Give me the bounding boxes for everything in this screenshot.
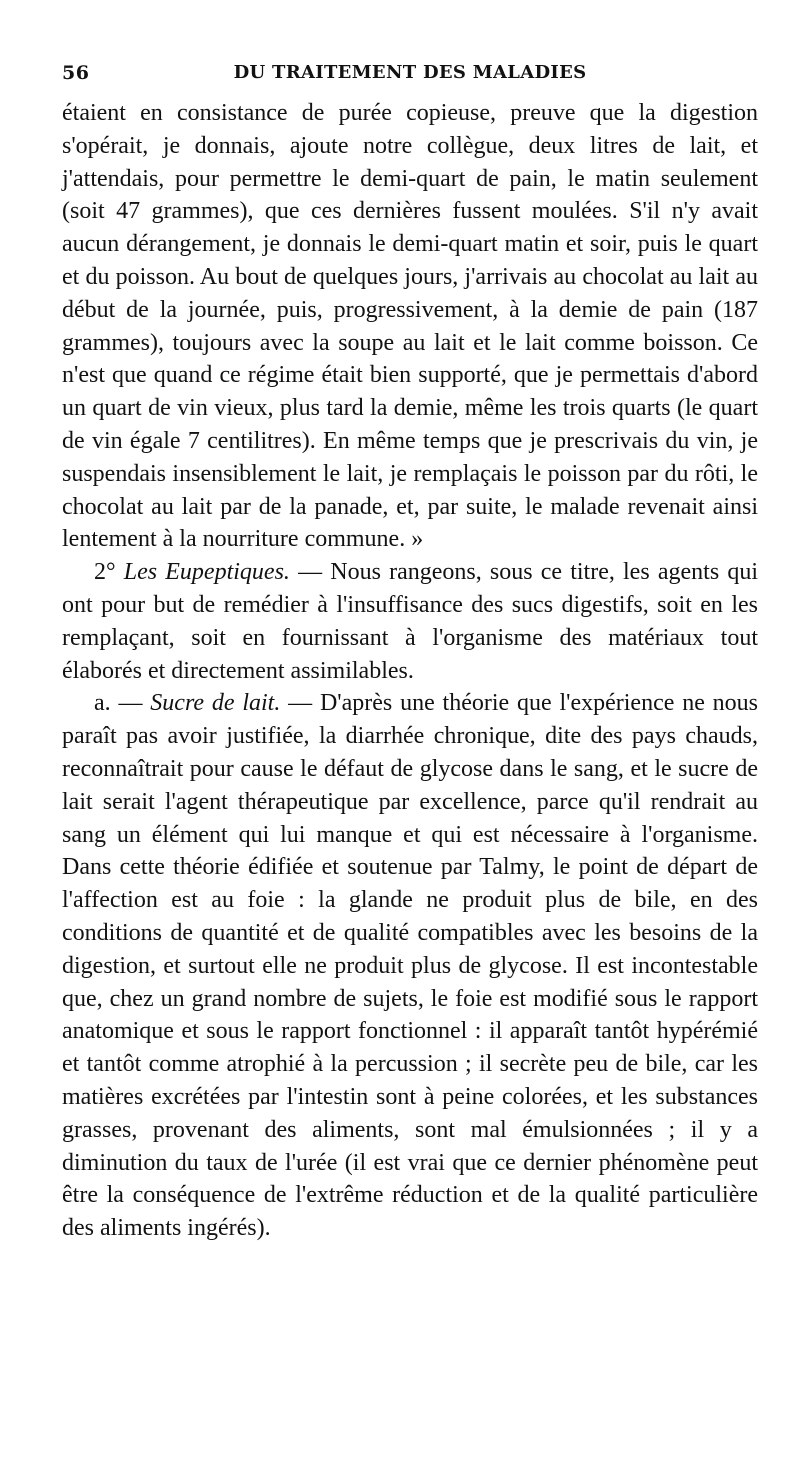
paragraph-eupeptiques xyxy=(62,556,758,687)
subsection-title: Sucre de lait. xyxy=(150,690,281,717)
paragraph-sucre-de-lait xyxy=(62,687,758,1245)
paragraph-text: — Nous rangeons, sous ce titre, les agents qui ont pour but de remédier à l'insuffisance des sucs digestifs, soit en les remplaçant, soit en fournissant à l'organisme des matériaux tout élaborés et directement assimilables. xyxy=(62,559,758,684)
subsection-letter: a. — xyxy=(94,690,151,717)
body-text xyxy=(62,97,758,1245)
running-title: DU TRAITEMENT DES MALADIES xyxy=(233,62,587,83)
paragraph-text: — D'après une théorie que l'expérience ne nous paraît pas avoir justifiée, la diarrhée chronique, dite des pays chauds, reconnaîtrait pour cause le défaut de glycose dans le sang, et le sucre de lait serait l'agent thérapeutique par excellence, parce qu'il rendrait au sang un élément qui lui manque et qui est nécessaire à l'organisme. Dans cette théorie édifiée et soutenue par Talmy, le point de départ de l'affection est au foie : la glande ne produit plus de bile, en des conditions de quantité et de qualité compatibles avec les besoins de la digestion, et surtout elle ne produit plus de glycose. Il est incontestable que, chez un grand nombre de sujets, le foie est modifié sous le rapport anatomique et sous le rapport fonctionnel : il apparaît tantôt hypérémié et tantôt comme atrophié à la percussion ; il secrète peu de bile, car les matières excrétées par l'intestin sont à peine colorées, et les substances grasses, provenant des aliments, sont mal émulsionnées ; il y a diminution du taux de l'urée (il est vrai que ce dernier phénomène peut être la conséquence de l'extrême réduction et de la qualité particulière des aliments ingérés). xyxy=(62,690,759,1242)
section-title: Les Eupeptiques. xyxy=(123,559,290,586)
paragraph-continuation xyxy=(62,97,758,556)
page-number: 56 xyxy=(62,62,90,84)
paragraph-text: étaient en consistance de purée copieuse, preuve que la digestion s'opérait, je donnais, ajoute notre collègue, deux litres de lait, et j'attendais, pour permettre le demi-quart de pain, le matin seulement (soit 47 grammes), que ces dernières fussent moulées. S'il n'y avait aucun dérangement, je donnais le demi-quart matin et soir, puis le quart et du poisson. Au bout de quelques jours, j'arrivais au chocolat au lait au début de la journée, puis, progressivement, à la demie de pain (187 grammes), toujours avec la soupe au lait et le lait comme boisson. Ce n'est que quand ce régime était bien supporté, que je permettais d'abord un quart de vin vieux, plus tard la demie, même les trois quarts (le quart de vin égale 7 centilitres). En même temps que je prescrivais du vin, je suspendais insensiblement le lait, je remplaçais le poisson par du rôti, le chocolat au lait par de la panade, et, par suite, le malade revenait ainsi lentement à la nourriture commune. » xyxy=(62,100,758,553)
section-number: 2° xyxy=(94,559,124,586)
running-head xyxy=(62,62,758,92)
